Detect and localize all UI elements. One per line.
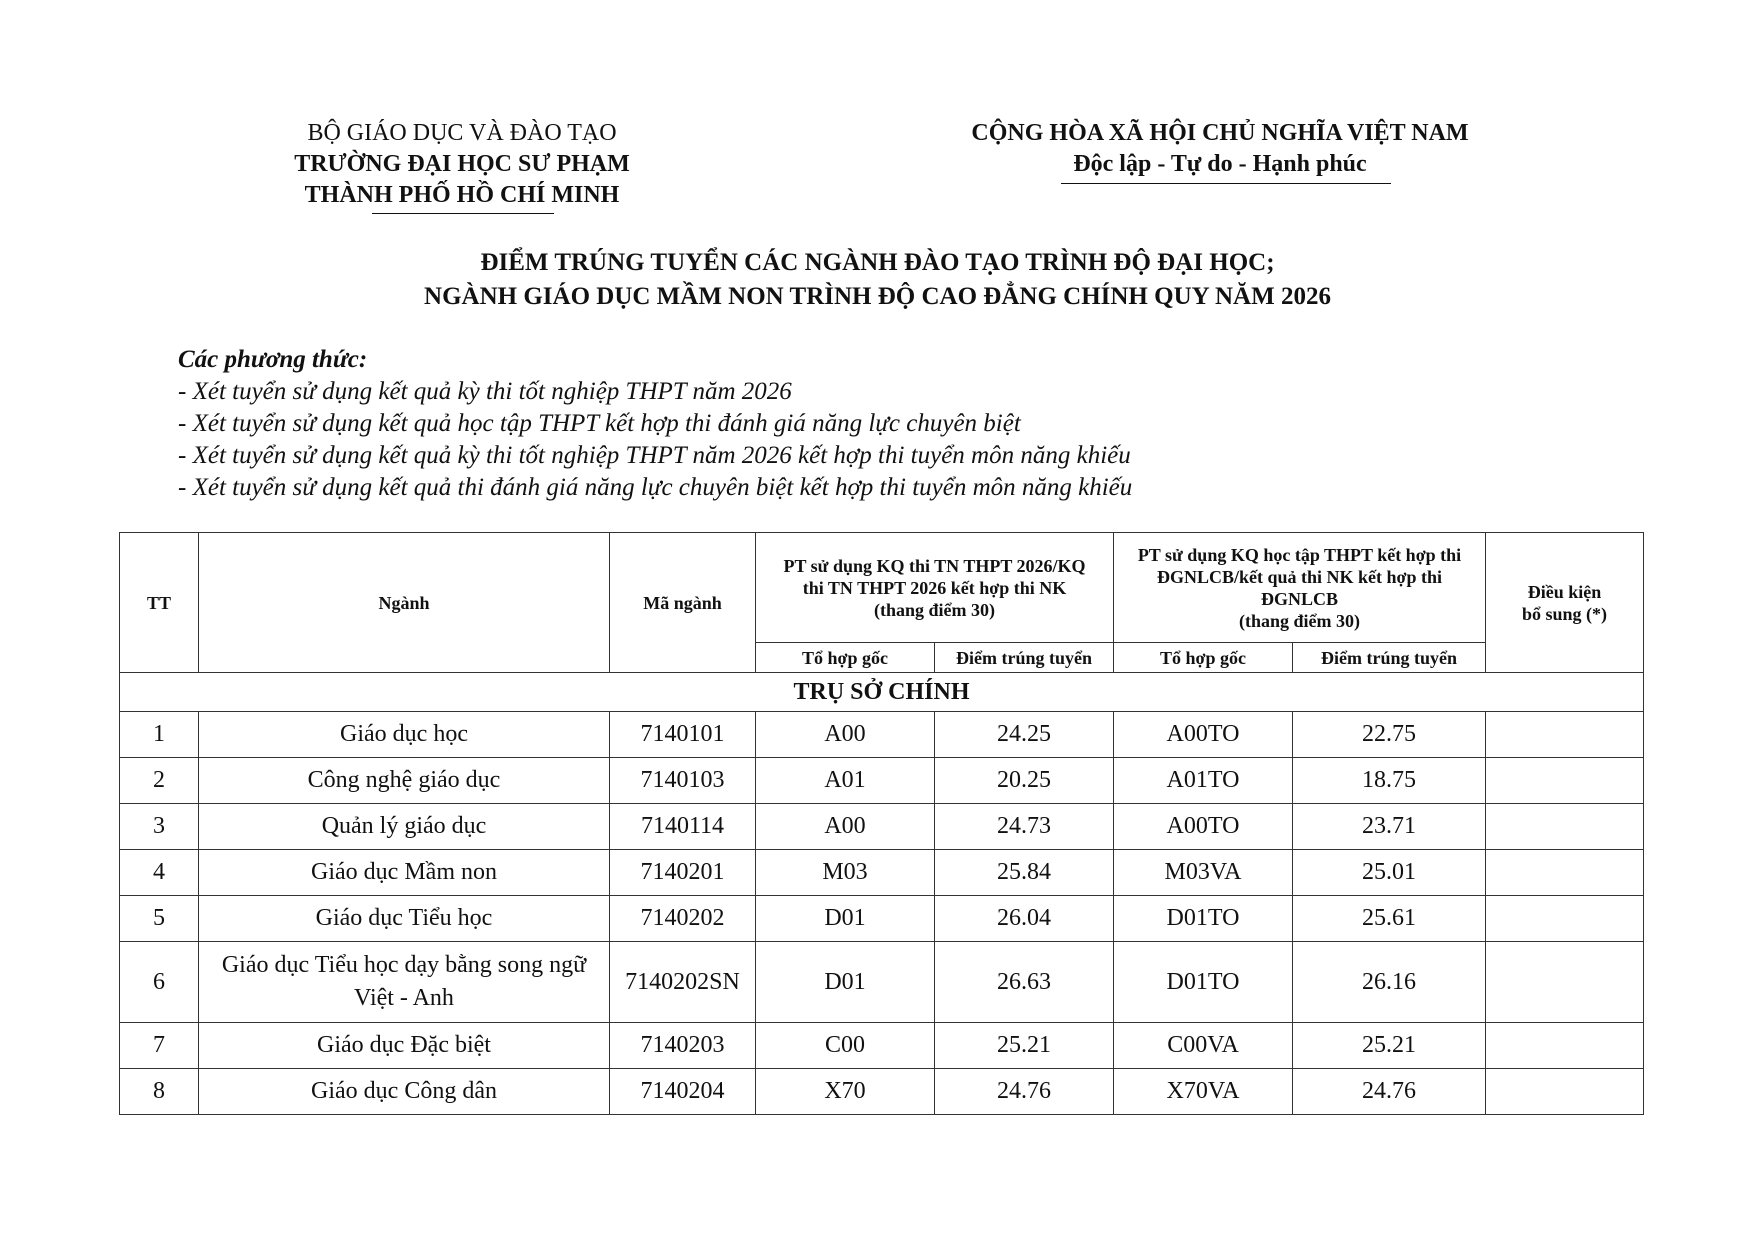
- cell-nganh: Giáo dục Tiểu học: [199, 896, 610, 942]
- cell-to-hop-2: X70VA: [1114, 1069, 1293, 1115]
- cell-to-hop-2: A00TO: [1114, 712, 1293, 758]
- cell-ma: 7140202SN: [610, 942, 756, 1023]
- cell-diem-1: 24.25: [935, 712, 1114, 758]
- section-row: [120, 673, 1644, 712]
- header-method-1-line: PT sử dụng KQ thi TN THPT 2026/KQ: [783, 555, 1086, 576]
- cell-to-hop-1: A00: [756, 804, 935, 850]
- cell-dieu-kien: [1486, 1069, 1644, 1115]
- method-item: - Xét tuyển sử dụng kết quả học tập THPT kết hợp thi đánh giá năng lực chuyên biệt: [178, 410, 1021, 437]
- cell-ma: 7140204: [610, 1069, 756, 1115]
- cell-nganh: Quản lý giáo dục: [199, 804, 610, 850]
- table-row: [120, 758, 1644, 804]
- cell-diem-2: 25.01: [1293, 850, 1486, 896]
- cell-diem-1: 24.73: [935, 804, 1114, 850]
- cell-to-hop-2: D01TO: [1114, 942, 1293, 1023]
- table-row: [120, 896, 1644, 942]
- header-dieu-kien-line: Điều kiện: [1527, 581, 1602, 602]
- header-method-2-line: ĐGNLCB: [1260, 588, 1338, 609]
- document-title: [0, 246, 1755, 314]
- header-ma-nganh: Mã ngành: [610, 533, 756, 673]
- cell-dieu-kien: [1486, 942, 1644, 1023]
- cell-nganh: Giáo dục học: [199, 712, 610, 758]
- university-city: THÀNH PHỐ HỒ CHÍ MINH: [304, 182, 620, 208]
- cell-diem-1: 26.63: [935, 942, 1114, 1023]
- cell-to-hop-1: X70: [756, 1069, 935, 1115]
- table-row: [120, 712, 1644, 758]
- table-row: [120, 1069, 1644, 1115]
- cell-to-hop-2: D01TO: [1114, 896, 1293, 942]
- cell-dieu-kien: [1486, 758, 1644, 804]
- cell-dieu-kien: [1486, 712, 1644, 758]
- title-line-1: ĐIỂM TRÚNG TUYỂN CÁC NGÀNH ĐÀO TẠO TRÌNH ĐỘ ĐẠI HỌC;: [480, 249, 1275, 276]
- table-row: [120, 804, 1644, 850]
- cell-dieu-kien: [1486, 896, 1644, 942]
- issuer-block: [232, 118, 692, 211]
- cell-diem-2: 25.61: [1293, 896, 1486, 942]
- cell-diem-1: 24.76: [935, 1069, 1114, 1115]
- motto: Độc lập - Tự do - Hạnh phúc: [1073, 151, 1367, 177]
- cell-diem-1: 26.04: [935, 896, 1114, 942]
- national-motto-block: [950, 118, 1490, 180]
- cell-to-hop-1: A00: [756, 712, 935, 758]
- header-dieu-kien: [1486, 533, 1644, 673]
- cell-tt: 5: [120, 896, 199, 942]
- university-name: TRƯỜNG ĐẠI HỌC SƯ PHẠM: [294, 151, 630, 177]
- cell-diem-1: 25.21: [935, 1023, 1114, 1069]
- cell-to-hop-2: A01TO: [1114, 758, 1293, 804]
- cell-ma: 7140114: [610, 804, 756, 850]
- cell-tt: 7: [120, 1023, 199, 1069]
- country-name: CỘNG HÒA XÃ HỘI CHỦ NGHĨA VIỆT NAM: [971, 120, 1469, 146]
- cell-ma: 7140203: [610, 1023, 756, 1069]
- cell-nganh: Công nghệ giáo dục: [199, 758, 610, 804]
- cell-dieu-kien: [1486, 850, 1644, 896]
- cell-ma: 7140201: [610, 850, 756, 896]
- cell-to-hop-1: A01: [756, 758, 935, 804]
- cell-to-hop-1: C00: [756, 1023, 935, 1069]
- title-line-2: NGÀNH GIÁO DỤC MẦM NON TRÌNH ĐỘ CAO ĐẲNG CHÍNH QUY NĂM 2026: [424, 283, 1331, 310]
- header-method-1: [756, 533, 1114, 643]
- cell-nganh: Giáo dục Mầm non: [199, 850, 610, 896]
- motto-underline: [1061, 183, 1391, 184]
- cell-diem-1: 25.84: [935, 850, 1114, 896]
- cell-to-hop-1: M03: [756, 850, 935, 896]
- cell-tt: 8: [120, 1069, 199, 1115]
- table-header-row: [120, 533, 1644, 643]
- cell-nganh: Giáo dục Công dân: [199, 1069, 610, 1115]
- cell-diem-1: 20.25: [935, 758, 1114, 804]
- method-item: - Xét tuyển sử dụng kết quả kỳ thi tốt nghiệp THPT năm 2026 kết hợp thi tuyển môn năng khiếu: [178, 442, 1131, 469]
- cell-diem-2: 18.75: [1293, 758, 1486, 804]
- cell-to-hop-1: D01: [756, 942, 935, 1023]
- subheader-to-hop-1: Tổ hợp gốc: [756, 643, 935, 673]
- header-nganh: Ngành: [199, 533, 610, 673]
- subheader-diem-1: Điểm trúng tuyển: [935, 643, 1114, 673]
- cell-ma: 7140202: [610, 896, 756, 942]
- cell-nganh: [199, 942, 610, 1023]
- header-method-2: [1114, 533, 1486, 643]
- header-method-1-line: (thang điểm 30): [874, 599, 995, 620]
- subheader-diem-2: Điểm trúng tuyển: [1293, 643, 1486, 673]
- cell-to-hop-1: D01: [756, 896, 935, 942]
- cell-tt: 4: [120, 850, 199, 896]
- table-row: [120, 942, 1644, 1023]
- cell-tt: 6: [120, 942, 199, 1023]
- methods-heading: Các phương thức:: [178, 346, 368, 373]
- cell-nganh: Giáo dục Đặc biệt: [199, 1023, 610, 1069]
- cell-dieu-kien: [1486, 804, 1644, 850]
- cell-ma: 7140101: [610, 712, 756, 758]
- cell-to-hop-2: A00TO: [1114, 804, 1293, 850]
- scores-table: [119, 532, 1644, 1115]
- cell-to-hop-2: C00VA: [1114, 1023, 1293, 1069]
- ministry-name: BỘ GIÁO DỤC VÀ ĐÀO TẠO: [307, 120, 617, 146]
- cell-dieu-kien: [1486, 1023, 1644, 1069]
- header-method-1-line: thi TN THPT 2026 kết hợp thi NK: [802, 577, 1067, 598]
- cell-tt: 1: [120, 712, 199, 758]
- cell-tt: 2: [120, 758, 199, 804]
- cell-diem-2: 24.76: [1293, 1069, 1486, 1115]
- subheader-to-hop-2: Tổ hợp gốc: [1114, 643, 1293, 673]
- table-row: [120, 850, 1644, 896]
- header-method-2-line: PT sử dụng KQ học tập THPT kết hợp thi: [1137, 544, 1462, 565]
- cell-tt: 3: [120, 804, 199, 850]
- header-method-2-line: (thang điểm 30): [1239, 610, 1360, 631]
- header-tt: TT: [120, 533, 199, 673]
- cell-nganh-line: Việt - Anh: [354, 985, 454, 1011]
- header-method-2-line: ĐGNLCB/kết quả thi NK kết hợp thi: [1156, 566, 1443, 587]
- issuer-underline: [372, 213, 554, 214]
- cell-diem-2: 25.21: [1293, 1023, 1486, 1069]
- cell-ma: 7140103: [610, 758, 756, 804]
- cell-nganh-line: Giáo dục Tiểu học dạy bằng song ngữ: [221, 952, 587, 978]
- admission-methods: [178, 344, 1132, 504]
- cell-to-hop-2: M03VA: [1114, 850, 1293, 896]
- cell-diem-2: 26.16: [1293, 942, 1486, 1023]
- method-item: - Xét tuyển sử dụng kết quả thi đánh giá năng lực chuyên biệt kết hợp thi tuyển môn năng khiếu: [178, 474, 1133, 501]
- header-dieu-kien-line: bổ sung (*): [1521, 603, 1608, 624]
- cell-diem-2: 23.71: [1293, 804, 1486, 850]
- cell-diem-2: 22.75: [1293, 712, 1486, 758]
- section-label: TRỤ SỞ CHÍNH: [120, 673, 1644, 712]
- table-row: [120, 1023, 1644, 1069]
- method-item: - Xét tuyển sử dụng kết quả kỳ thi tốt nghiệp THPT năm 2026: [178, 378, 792, 405]
